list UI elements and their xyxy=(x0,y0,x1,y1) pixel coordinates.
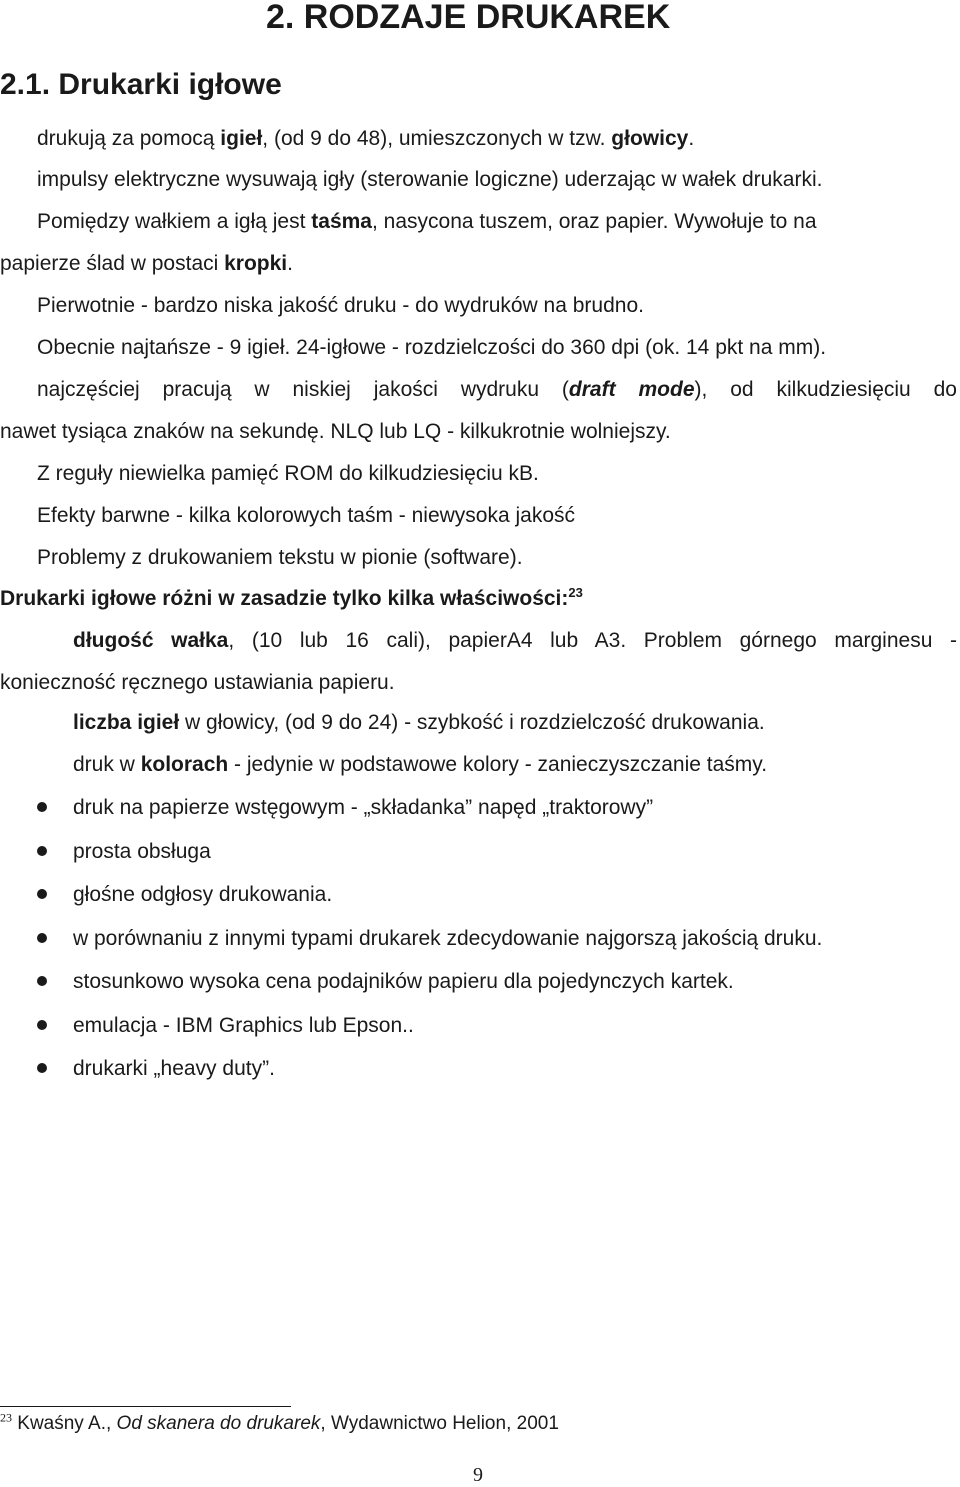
paragraph-color: Efekty barwne - kilka kolorowych taśm - niewysoka jakość xyxy=(37,504,576,527)
list-item: w porównaniu z innymi typami drukarek zdecydowanie najgorszą jakością druku. xyxy=(73,927,823,950)
page-number: 9 xyxy=(473,1464,483,1486)
paragraph-quality: Pierwotnie - bardzo niska jakość druku - do wydruków na brudno. xyxy=(37,294,644,317)
bullet-marker xyxy=(37,846,47,856)
chapter-heading: 2. RODZAJE DRUKAREK xyxy=(266,0,671,36)
feature-roller-cont: konieczność ręcznego ustawiania papieru. xyxy=(0,671,395,694)
paragraph-impulses: impulsy elektryczne wysuwają igły (sterowanie logiczne) uderzając w wałek drukarki. xyxy=(37,168,823,191)
footnote-number: 23 xyxy=(0,1410,12,1425)
feature-colors: druk w kolorach - jedynie w podstawowe kolory - zanieczyszczanie taśmy. xyxy=(73,753,768,776)
footnote-divider xyxy=(0,1406,291,1407)
paragraph-pins: Obecnie najtańsze - 9 igieł. 24-igłowe - rozdzielczości do 360 dpi (ok. 14 pkt na mm). xyxy=(37,336,827,359)
feature-pins: liczba igieł w głowicy, (od 9 do 24) - szybkość i rozdzielczość drukowania. xyxy=(73,711,765,734)
list-item: stosunkowo wysoka cena podajników papieru dla pojedynczych kartek. xyxy=(73,970,734,993)
paragraph-rom: Z reguły niewielka pamięć ROM do kilkudziesięciu kB. xyxy=(37,462,539,485)
footnote: $^{23}$ Kwaśny A., Od skanera do drukarek, Wydawnictwo Helion, 2001 xyxy=(0,1410,559,1434)
paragraph-vertical: Problemy z drukowaniem tekstu w pionie (software). xyxy=(37,546,523,569)
paragraph-ribbon: Pomiędzy wałkiem a igłą jest taśma, nasycona tuszem, oraz papier. Wywołuje to na xyxy=(37,210,817,233)
bullet-marker xyxy=(37,889,47,899)
footnote-ref: 23 xyxy=(568,585,583,600)
list-item: prosta obsługa xyxy=(73,840,211,863)
features-heading: Drukarki igłowe różni w zasadzie tylko kilka właściwości:$^{23}$ xyxy=(0,585,583,610)
paragraph-draft-mode-cont: nawet tysiąca znaków na sekundę. NLQ lub LQ - kilkukrotnie wolniejszy. xyxy=(0,420,671,443)
paragraph-draft-mode: najczęściej pracują w niskiej jakości wydruku (draft mode), od kilkudziesięciu do xyxy=(37,378,957,401)
paragraph-ribbon-cont: papierze ślad w postaci kropki. xyxy=(0,252,293,275)
bullet-marker xyxy=(37,976,47,986)
bullet-marker xyxy=(37,1063,47,1073)
paragraph-needles: drukują za pomocą igieł, (od 9 do 48), umieszczonych w tzw. głowicy. xyxy=(37,127,695,150)
list-item: drukarki „heavy duty”. xyxy=(73,1057,275,1080)
section-heading: 2.1. Drukarki igłowe xyxy=(0,68,282,101)
bullet-marker xyxy=(37,933,47,943)
feature-roller: długość wałka, (10 lub 16 cali), papierA4 lub A3. Problem górnego marginesu - xyxy=(73,629,958,652)
list-item: emulacja - IBM Graphics lub Epson.. xyxy=(73,1014,414,1037)
list-item: głośne odgłosy drukowania. xyxy=(73,883,333,906)
bullet-marker xyxy=(37,1020,47,1030)
bullet-marker xyxy=(37,802,47,812)
list-item: druk na papierze wstęgowym - „składanka” napęd „traktorowy” xyxy=(73,796,654,819)
